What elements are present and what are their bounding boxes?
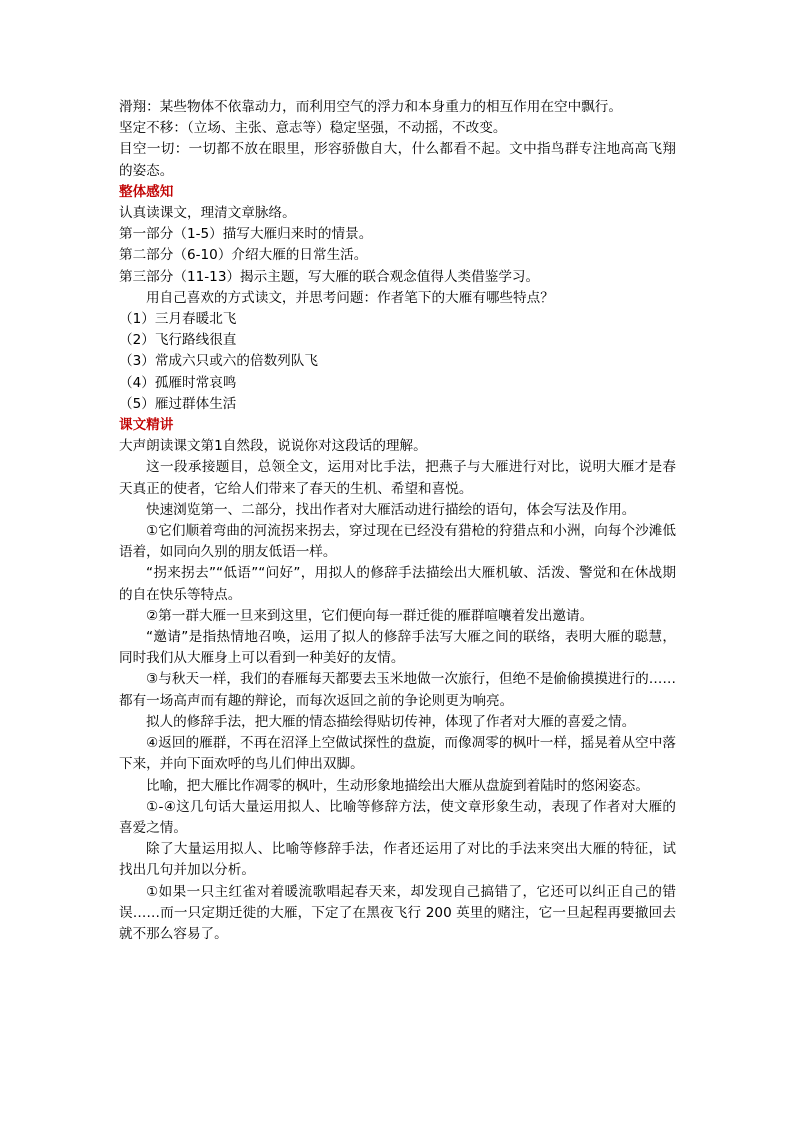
definition-firm: 坚定不移：（立场、主张、意志等）稳定坚强，不动摇，不改变。	[119, 120, 507, 137]
explanation-paragraph: ④返回的雁群，不再在沼泽上空做试探性的盘旋，而像凋零的枫叶一样，摇晃着从空中落下来，并向下面欢呼的鸟儿们伸出双脚。	[119, 735, 676, 773]
feature-item: （5）雁过群体生活	[119, 395, 237, 412]
explanation-intro: 大声朗读课文第1自然段，说说你对这段话的理解。	[119, 438, 427, 455]
overview-line: 第一部分（1-5）描写大雁归来时的情景。	[119, 226, 373, 243]
overview-line: 第三部分（11-13）揭示主题，写大雁的联合观念值得人类借鉴学习。	[119, 268, 540, 285]
explanation-paragraph: ①它们顺着弯曲的河流拐来拐去，穿过现在已经没有猎枪的狩猎点和小洲，向每个沙滩低语着，如同向久别的朋友低语一样。	[119, 523, 676, 561]
overview-question: 用自己喜欢的方式读文，并思考问题：作者笔下的大雁有哪些特点？	[146, 289, 554, 306]
overview-line: 第二部分（6-10）介绍大雁的日常生活。	[119, 247, 368, 264]
feature-item: （1）三月春暖北飞	[119, 311, 237, 328]
definition-arrogant: 目空一切：一切都不放在眼里，形容骄傲自大，什么都看不起。文中指鸟群专注地高高飞翔的姿态。	[119, 141, 676, 179]
explanation-paragraph: 拟人的修辞手法，把大雁的情态描绘得贴切传神，体现了作者对大雁的喜爱之情。	[146, 713, 636, 730]
document-page	[119, 97, 676, 945]
feature-item: （3）常成六只或六的倍数列队飞	[119, 353, 318, 370]
section-heading-explanation: 课文精讲	[119, 417, 174, 434]
explanation-paragraph: 快速浏览第一、二部分，找出作者对大雁活动进行描绘的语句，体会写法及作用。	[146, 501, 636, 518]
feature-item: （4）孤雁时常哀鸣	[119, 374, 237, 391]
feature-item: （2）飞行路线很直	[119, 332, 237, 349]
explanation-paragraph: ①如果一只主红雀对着暖流歌唱起春天来，却发现自己搞错了，它还可以纠正自己的错误……而一只定期迁徙的大雁，下定了在黑夜飞行 200 英里的赌注，它一旦起程再要撤回去就不那么容易了。	[119, 883, 676, 942]
overview-line: 认真读课文，理清文章脉络。	[119, 205, 296, 222]
explanation-paragraph: ②第一群大雁一旦来到这里，它们便向每一群迁徙的雁群喧嚷着发出邀请。	[146, 607, 594, 624]
explanation-paragraph: “拐来拐去”“低语”“问好”，用拟人的修辞手法描绘出大雁机敏、活泼、警觉和在休战期的自在快乐等特点。	[119, 565, 676, 603]
explanation-paragraph: “邀请”是指热情地召唤，运用了拟人的修辞手法写大雁之间的联络，表明大雁的聪慧，同时我们从大雁身上可以看到一种美好的友情。	[119, 629, 676, 667]
definition-glide: 滑翔：某些物体不依靠动力，而利用空气的浮力和本身重力的相互作用在空中飘行。	[119, 99, 622, 115]
section-heading-overview: 整体感知	[119, 183, 174, 200]
explanation-paragraph: ①-④这几句话大量运用拟人、比喻等修辞方法，使文章形象生动，表现了作者对大雁的喜爱之情。	[119, 798, 676, 836]
explanation-paragraph: ③与秋天一样，我们的春雁每天都要去玉米地做一次旅行，但绝不是偷偷摸摸进行的……都有一场高声而有趣的辩论，而每次返回之前的争论则更为响亮。	[119, 671, 676, 709]
explanation-paragraph: 这一段承接题目，总领全文，运用对比手法，把燕子与大雁进行对比，说明大雁才是春天真正的使者，它给人们带来了春天的生机、希望和喜悦。	[119, 459, 676, 497]
explanation-paragraph: 除了大量运用拟人、比喻等修辞手法，作者还运用了对比的手法来突出大雁的特征，试找出几句并加以分析。	[119, 841, 676, 879]
explanation-paragraph: 比喻，把大雁比作凋零的枫叶，生动形象地描绘出大雁从盘旋到着陆时的悠闲姿态。	[146, 777, 649, 794]
